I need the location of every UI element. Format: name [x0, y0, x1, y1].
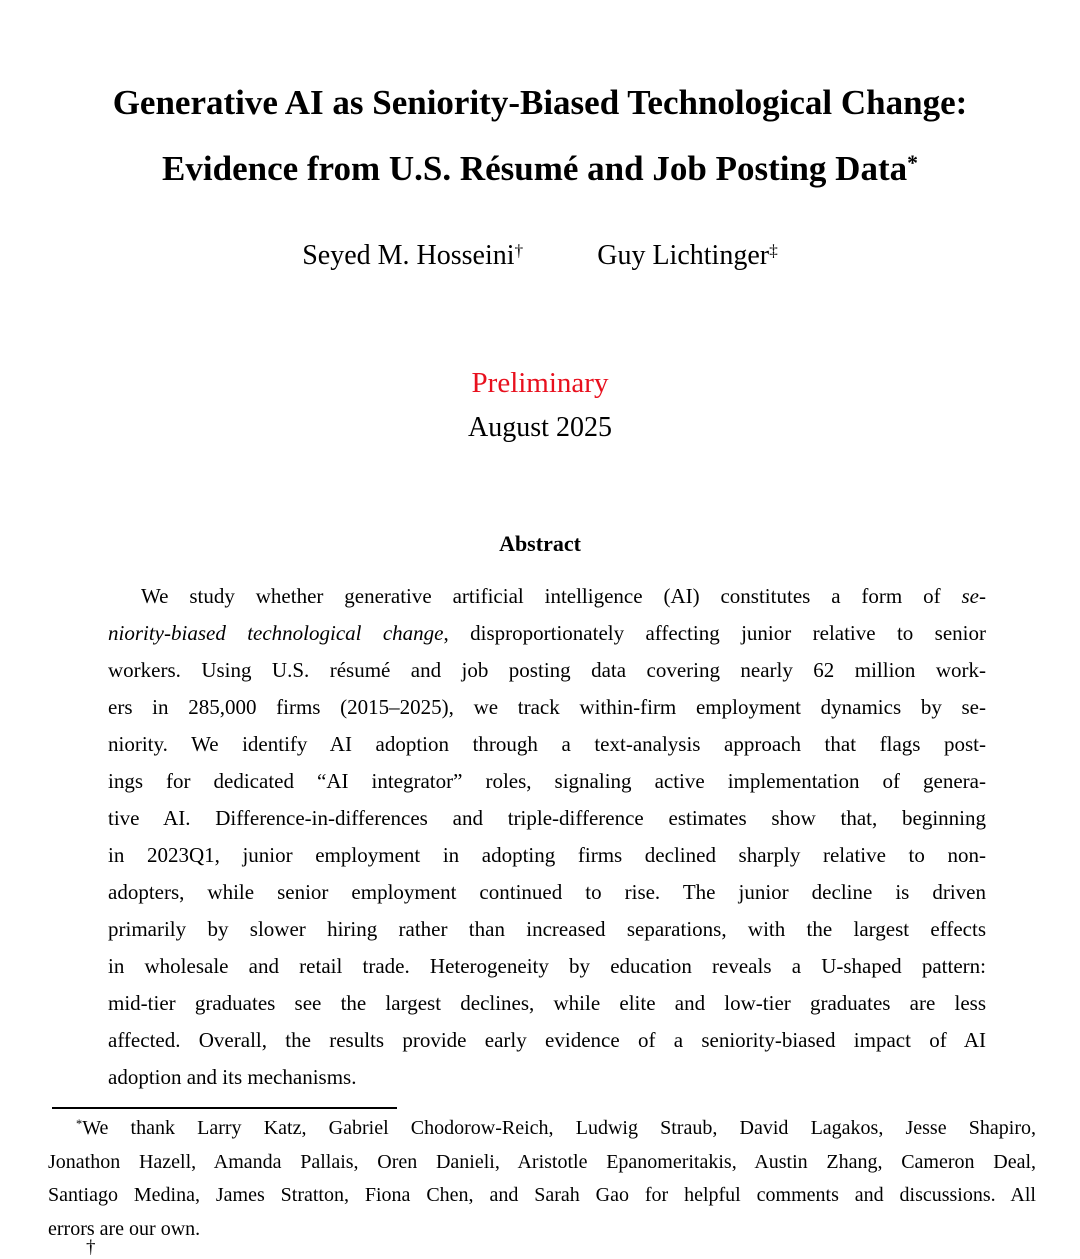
abstract-line: mid-tier graduates see the largest declines, while elite and low-tier graduates are less: [108, 991, 986, 1015]
clipped-next-footnote-mark: †: [86, 1237, 96, 1258]
author-2-footnote-mark: ‡: [769, 240, 778, 260]
abstract-line: adoption and its mechanisms.: [108, 1065, 357, 1089]
footnote-line: errors are our own.: [48, 1217, 201, 1240]
abstract-body: [108, 578, 986, 1096]
footnote-line: Jonathon Hazell, Amanda Pallais, Oren Danieli, Aristotle Epanomeritakis, Austin Zhang, Cameron Deal,: [48, 1150, 1036, 1173]
footnote: [48, 1112, 1036, 1246]
paper-title-line-2: [0, 136, 1080, 202]
abstract-line: niority-biased technological change, disproportionately affecting junior relative to senior: [108, 621, 986, 645]
footnote-line: *We thank Larry Katz, Gabriel Chodorow-Reich, Ludwig Straub, David Lagakos, Jesse Shapiro,: [76, 1117, 1036, 1139]
status-note: Preliminary: [471, 367, 609, 399]
title-footnote-mark: *: [907, 150, 918, 175]
paper-title: [0, 70, 1080, 202]
abstract-line: in 2023Q1, junior employment in adopting firms declined sharply relative to non-: [108, 843, 986, 867]
abstract-line: affected. Overall, the results provide early evidence of a seniority-biased impact of AI: [108, 1028, 986, 1052]
author-1-name: Seyed M. Hosseini: [302, 240, 515, 271]
footnote-rule: [52, 1107, 397, 1109]
footnote-line: Santiago Medina, James Stratton, Fiona Chen, and Sarah Gao for helpful comments and discussions. All: [48, 1184, 1036, 1206]
authors: [0, 240, 1080, 272]
abstract-line: tive AI. Difference-in-differences and triple-difference estimates show that, beginning: [108, 806, 986, 830]
abstract-line: ers in 285,000 firms (2015–2025), we track within-firm employment dynamics by se-: [108, 695, 986, 719]
abstract-line: in wholesale and retail trade. Heterogeneity by education reveals a U-shaped pattern:: [108, 954, 986, 978]
paper-title-line-1: [0, 70, 1080, 136]
author-2: [597, 240, 778, 271]
paper-date: August 2025: [468, 412, 612, 443]
author-2-name: Guy Lichtinger: [597, 240, 770, 271]
footnote-mark: *: [76, 1117, 83, 1132]
paper-title-line-2-text: Evidence from U.S. Résumé and Job Posting Data: [162, 149, 908, 188]
abstract-line: workers. Using U.S. résumé and job posting data covering nearly 62 million work-: [108, 658, 986, 682]
abstract-line: primarily by slower hiring rather than increased separations, with the largest effects: [108, 917, 986, 941]
abstract-heading: Abstract: [499, 531, 581, 556]
author-1-footnote-mark: †: [514, 240, 524, 260]
abstract-line: ings for dedicated “AI integrator” roles, signaling active implementation of genera-: [108, 769, 986, 793]
paper-title-line-1-text: Generative AI as Seniority-Biased Technological Change:: [112, 83, 968, 122]
abstract-line: niority. We identify AI adoption through a text-analysis approach that flags post-: [108, 732, 986, 756]
abstract-line: adopters, while senior employment continued to rise. The junior decline is driven: [108, 880, 986, 904]
abstract-line: We study whether generative artificial intelligence (AI) constitutes a form of se-: [141, 584, 986, 608]
author-1: [302, 240, 523, 271]
